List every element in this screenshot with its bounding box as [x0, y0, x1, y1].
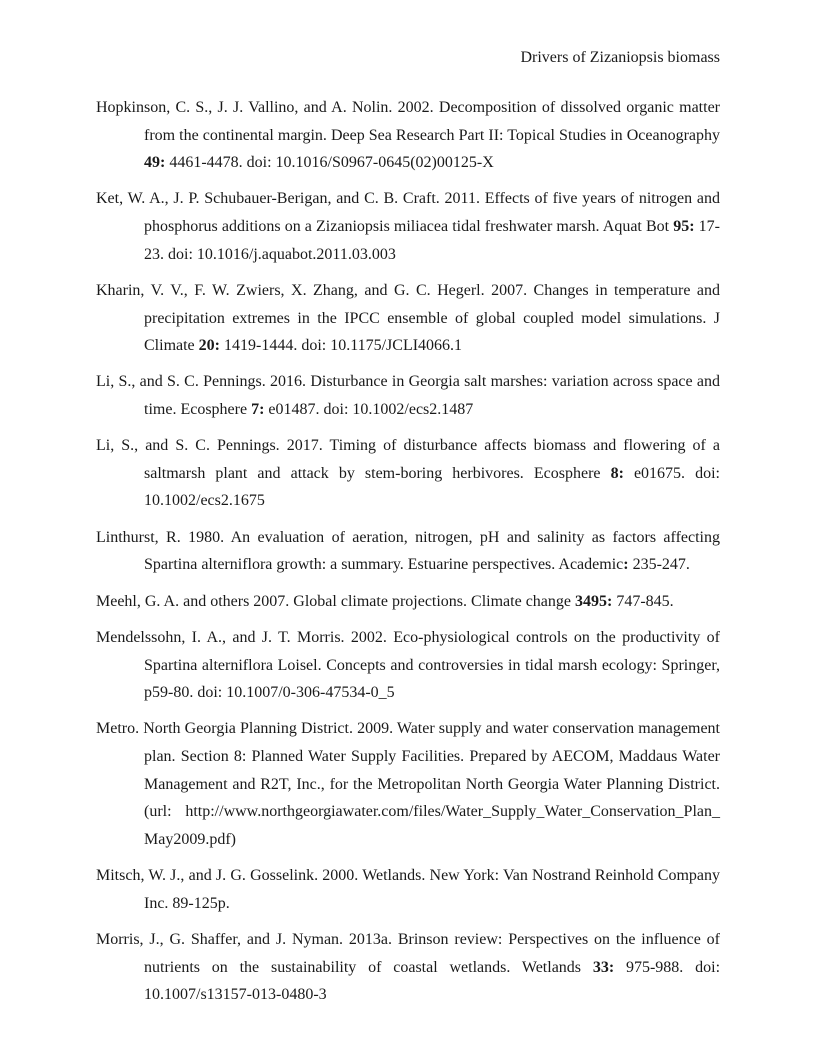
reference-tail: 17-23. doi: 10.1016/j.aquabot.2011.03.003	[144, 218, 721, 263]
reference-volume: 33:	[592, 958, 615, 976]
reference-volume: 20:	[198, 337, 220, 355]
reference-text: Mendelssohn, I. A., and J. T. Morris. 2002. Eco-physiological controls on the productivity of Spartina alterniflora Loisel. Concepts and controversies in tidal marsh ecology: Springer, p59-80. doi: 10.1007/0-306-47534-0_5	[96, 628, 720, 702]
reference-volume: 49:	[144, 154, 166, 172]
reference-tail: 235-247.	[628, 556, 690, 574]
reference-item	[96, 368, 720, 423]
reference-volume: 7:	[251, 401, 265, 418]
reference-item	[96, 277, 720, 360]
reference-text: Linthurst, R. 1980. An evaluation of aeration, nitrogen, pH and salinity as factors affecting Spartina alterniflora growth: a summary. Estuarine perspectives. Academic	[96, 528, 720, 574]
reference-volume: 3495:	[575, 592, 613, 610]
reference-list	[96, 94, 720, 1017]
reference-text: Li, S., and S. C. Pennings. 2017. Timing of disturbance affects biomass and flowering of a saltmarsh plant and attack by stem-boring herbivores. Ecosphere	[96, 437, 720, 482]
running-head: Drivers of Zizaniopsis biomass	[520, 49, 720, 66]
reference-text: Hopkinson, C. S., J. J. Vallino, and A. Nolin. 2002. Decomposition of dissolved organic matter from the continental margin. Deep Sea Research Part II: Topical Studies in Oceanography	[96, 99, 720, 144]
reference-item	[96, 715, 720, 853]
reference-tail: e01487. doi: 10.1002/ecs2.1487	[264, 401, 474, 418]
reference-item	[96, 862, 720, 917]
reference-item	[96, 624, 720, 707]
reference-item	[96, 524, 720, 579]
reference-text: Morris, J., G. Shaffer, and J. Nyman. 2013a. Brinson review: Perspectives on the influence of nutrients on the sustainability of coastal wetlands. Wetlands	[96, 930, 720, 976]
reference-item	[96, 94, 720, 177]
reference-text: Li, S., and S. C. Pennings. 2016. Disturbance in Georgia salt marshes: variation across space and time. Ecosphere	[96, 373, 720, 418]
reference-item	[96, 926, 720, 1009]
reference-text: Ket, W. A., J. P. Schubauer-Berigan, and C. B. Craft. 2011. Effects of five years of nitrogen and phosphorus additions on a Zizaniopsis miliacea tidal freshwater marsh. Aquat Bot	[96, 190, 720, 236]
reference-volume: 95:	[673, 218, 695, 236]
reference-volume: 8:	[610, 464, 624, 482]
reference-item	[96, 588, 720, 616]
reference-tail: 4461-4478. doi: 10.1016/S0967-0645(02)00125-X	[165, 154, 494, 172]
reference-tail: 975-988. doi: 10.1007/s13157-013-0480-3	[144, 958, 721, 1004]
reference-text: Mitsch, W. J., and J. G. Gosselink. 2000. Wetlands. New York: Van Nostrand Reinhold Company Inc. 89-125p.	[96, 867, 720, 912]
reference-tail: 1419-1444. doi: 10.1175/JCLI4066.1	[219, 337, 463, 355]
reference-volume: :	[623, 556, 629, 574]
reference-text: Meehl, G. A. and others 2007. Global climate projections. Climate change	[96, 592, 575, 610]
reference-item	[96, 185, 720, 268]
reference-tail: 747-845.	[612, 592, 674, 610]
reference-text: Kharin, V. V., F. W. Zwiers, X. Zhang, and G. C. Hegerl. 2007. Changes in temperature and precipitation extremes in the IPCC ensemble of global coupled model simulations. J Climate	[96, 281, 720, 355]
reference-item	[96, 432, 720, 515]
reference-tail: e01675. doi: 10.1002/ecs2.1675	[144, 464, 720, 510]
reference-text: Metro. North Georgia Planning District. 2009. Water supply and water conservation management plan. Section 8: Planned Water Supply Facilities. Prepared by AECOM, Maddaus Water Management and R2T, Inc., for the Metropolitan North Georgia Water Planning District. (url: http://www.northgeorgiawater.com/files/Water_Supply_Water_Conservation_Plan_May2009.pdf)	[96, 720, 720, 848]
